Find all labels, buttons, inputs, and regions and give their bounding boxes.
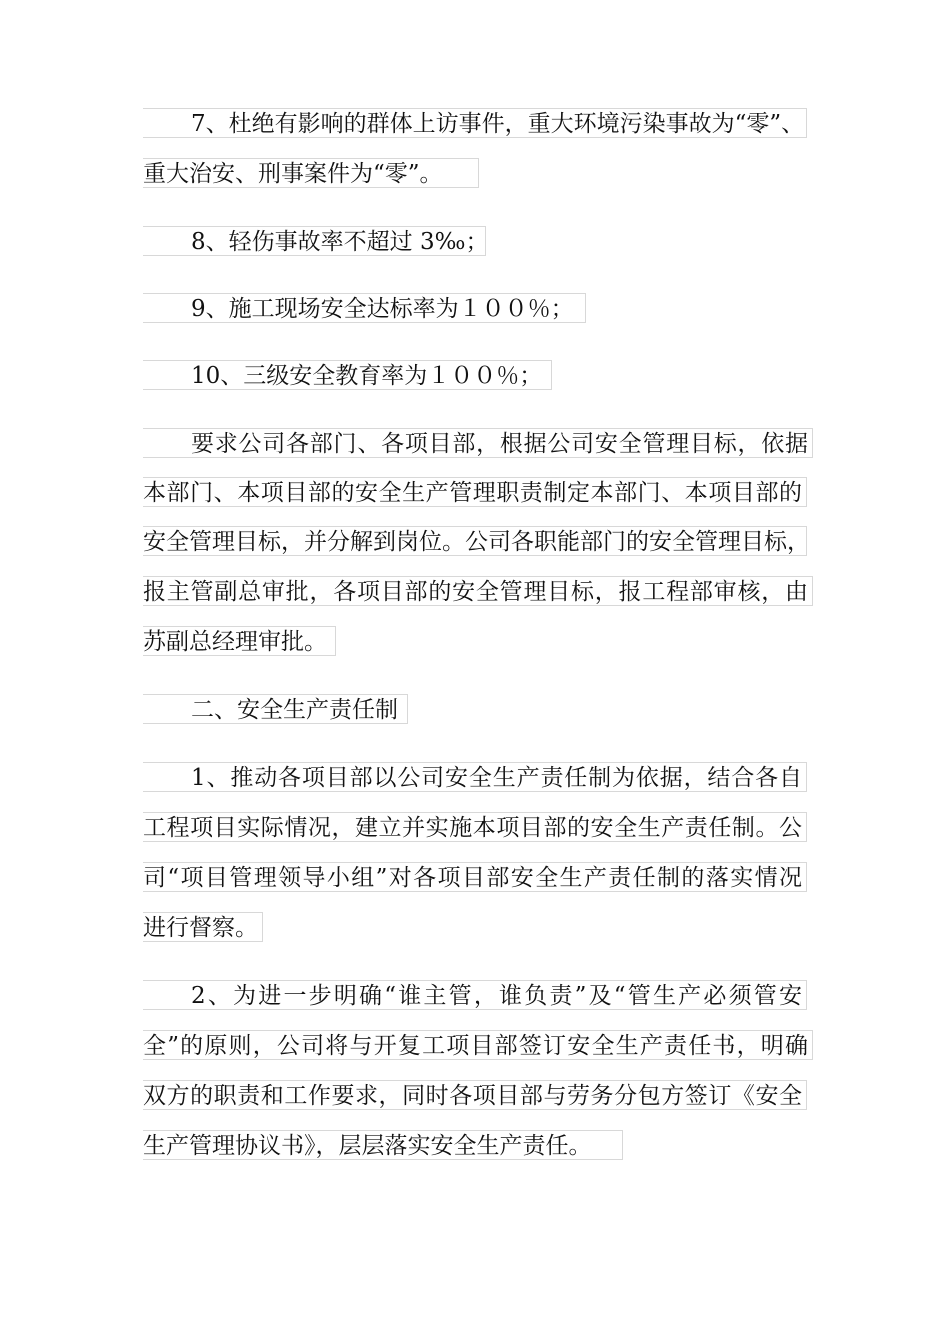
paragraph-8-line-1: 8、轻伤事故率不超过 3‰； [143, 226, 486, 256]
section-2-para-2-line-4: 生产管理协议书》，层层落实安全生产责任。 [143, 1130, 623, 1160]
requirement-line-2: 本部门、本项目部的安全生产管理职责制定本部门、本项目部的 [143, 477, 807, 507]
section-2-para-2-line-3: 双方的职责和工作要求，同时各项目部与劳务分包方签订《安全 [143, 1080, 807, 1110]
section-2-para-1-line-1: 1、推动各项目部以公司安全生产责任制为依据，结合各自 [143, 762, 807, 792]
section-2-para-1-line-2: 工程项目实际情况，建立并实施本项目部的安全生产责任制。公 [143, 812, 807, 842]
requirement-line-5: 苏副总经理审批。 [143, 626, 336, 656]
section-2-para-1-line-4: 进行督察。 [143, 912, 263, 942]
section-2-heading: 二、安全生产责任制 [143, 694, 408, 724]
requirement-line-3: 安全管理目标，并分解到岗位。公司各职能部门的安全管理目标， [143, 526, 807, 556]
section-2-para-2-line-2: 全”的原则，公司将与开复工项目部签订安全生产责任书，明确 [143, 1030, 813, 1060]
paragraph-10-line-1: 10、三级安全教育率为１００％； [143, 360, 552, 390]
requirement-line-1: 要求公司各部门、各项目部，根据公司安全管理目标，依据 [143, 428, 813, 458]
paragraph-7-line-1: 7、杜绝有影响的群体上访事件，重大环境污染事故为“零”、 [143, 108, 807, 138]
paragraph-9-line-1: 9、施工现场安全达标率为１００％； [143, 293, 586, 323]
requirement-line-4: 报主管副总审批，各项目部的安全管理目标，报工程部审核，由 [143, 576, 813, 606]
paragraph-7-line-2: 重大治安、刑事案件为“零”。 [143, 158, 479, 188]
section-2-para-1-line-3: 司“项目管理领导小组”对各项目部安全生产责任制的落实情况 [143, 862, 807, 892]
section-2-para-2-line-1: 2、为进一步明确“谁主管，谁负责”及“管生产必须管安 [143, 980, 807, 1010]
